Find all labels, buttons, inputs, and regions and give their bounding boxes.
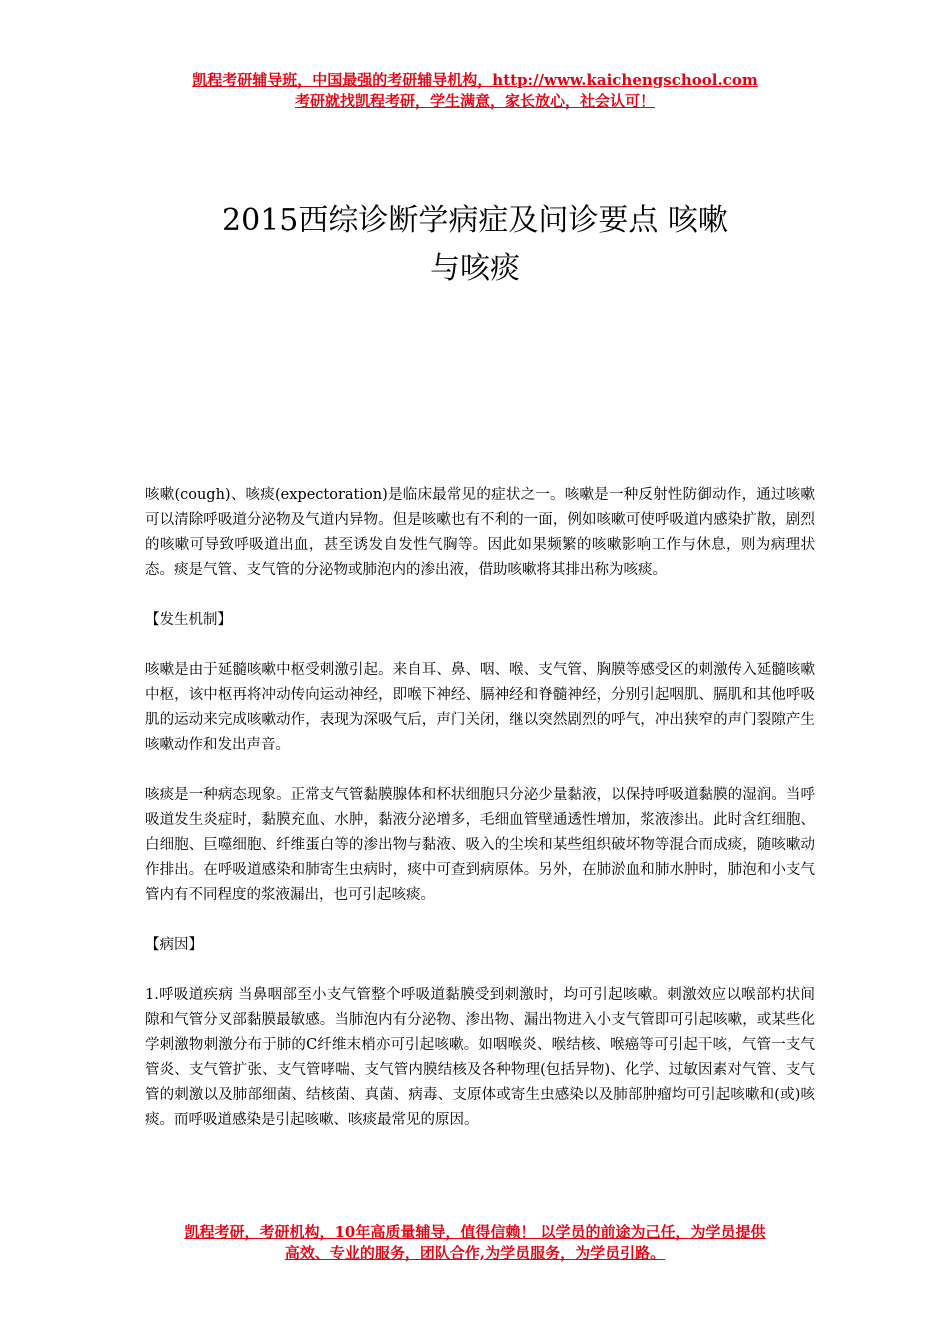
header-line-1: 凯程考研辅导班，中国最强的考研辅导机构，http://www.kaichengschool.com [192,71,758,89]
page-footer [0,1222,950,1264]
mechanism-paragraph-1: 咳嗽是由于延髓咳嗽中枢受刺激引起。来自耳、鼻、咽、喉、支气管、胸膜等感受区的刺激传入延髓咳嗽中枢，该中枢再将冲动传向运动神经，即喉下神经、膈神经和脊髓神经，分别引起咽肌、膈肌和其他呼吸肌的运动来完成咳嗽动作，表现为深吸气后，声门关闭，继以突然剧烈的呼气，冲出狭窄的声门裂隙产生咳嗽动作和发出声音。 [145,662,815,753]
document-body [145,483,815,1158]
cause-paragraph-1: 1.呼吸道疾病 当鼻咽部至小支气管整个呼吸道黏膜受到刺激时，均可引起咳嗽。刺激效应以喉部杓状间隙和气管分叉部黏膜最敏感。当肺泡内有分泌物、渗出物、漏出物进入小支气管即可引起咳嗽，或某些化学刺激物刺激分布于肺的C纤维末梢亦可引起咳嗽。如咽喉炎、喉结核、喉癌等可引起干咳，气管一支气管炎、支气管扩张、支气管哮喘、支气管内膜结核及各种物理(包括异物)、化学、过敏因素对气管、支气管的刺激以及肺部细菌、结核菌、真菌、病毒、支原体或寄生虫感染以及肺部肿瘤均可引起咳嗽和(或)咳痰。而呼吸道感染是引起咳嗽、咳痰最常见的原因。 [145,987,815,1128]
document-title [100,197,850,293]
title-line-1: 2015西综诊断学病症及问诊要点 咳嗽 [222,203,728,238]
footer-line-2: 高效、专业的服务，团队合作,为学员服务，为学员引路。 [284,1244,666,1262]
footer-line-1: 凯程考研，考研机构，10年高质量辅导，值得信赖！ 以学员的前途为己任，为学员提供 [184,1223,766,1241]
intro-paragraph: 咳嗽(cough)、咳痰(expectoration)是临床最常见的症状之一。咳嗽是一种反射性防御动作，通过咳嗽可以清除呼吸道分泌物及气道内异物。但是咳嗽也有不利的一面，例如咳嗽可使呼吸道内感染扩散，剧烈的咳嗽可导致呼吸道出血，甚至诱发自发性气胸等。因此如果频繁的咳嗽影响工作与休息，则为病理状态。痰是气管、支气管的分泌物或肺泡内的渗出液，借助咳嗽将其排出称为咳痰。 [145,487,815,578]
mechanism-paragraph-2: 咳痰是一种病态现象。正常支气管黏膜腺体和杯状细胞只分泌少量黏液，以保持呼吸道黏膜的湿润。当呼吸道发生炎症时，黏膜充血、水肿，黏液分泌增多，毛细血管壁通透性增加，浆液渗出。此时含红细胞、白细胞、巨噬细胞、纤维蛋白等的渗出物与黏液、吸入的尘埃和某些组织破坏物等混合而成痰，随咳嗽动作排出。在呼吸道感染和肺寄生虫病时，痰中可查到病原体。另外，在肺淤血和肺水肿时，肺泡和小支气管内有不同程度的浆液漏出，也可引起咳痰。 [145,787,815,903]
section-heading-mechanism: 【发生机制】 [145,612,232,628]
title-line-2: 与咳痰 [430,251,520,286]
page-header [0,70,950,112]
header-line-2: 考研就找凯程考研，学生满意，家长放心，社会认可！ [294,92,655,110]
section-heading-cause: 【病因】 [145,937,203,953]
